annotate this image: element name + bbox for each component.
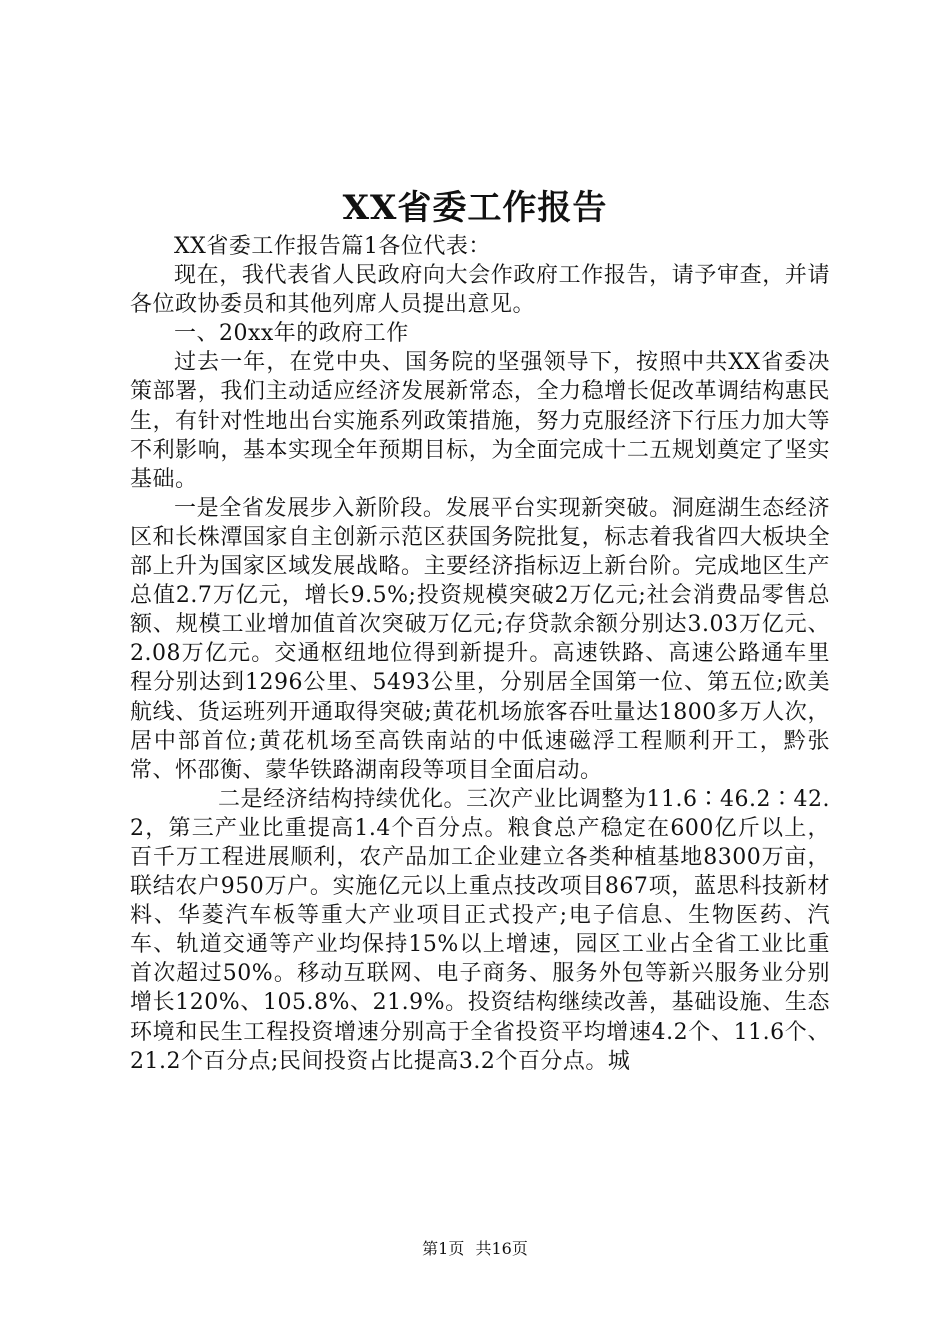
paragraph-opening: 现在，我代表省人民政府向大会作政府工作报告，请予审查，并请各位政协委员和其他列席人员提出意见。 <box>130 263 830 318</box>
page-footer <box>0 1238 950 1260</box>
paragraph-intro: XX省委工作报告篇1各位代表： <box>174 234 491 259</box>
paragraph-review: 过去一年，在党中央、国务院的坚强领导下，按照中共XX省委决策部署，我们主动适应经济发展新常态，全力稳增长促改革调结构惠民生，有针对性地出台实施系列政策措施，努力克服经济下行压力加大等不利影响，基本实现全年预期目标，为全面完成十二五规划奠定了坚实基础。 <box>130 350 830 492</box>
paragraph-point-two: 二是经济结构持续优化。三次产业比调整为11.6∶46.2∶42.2，第三产业比重提高1.4个百分点。粮食总产稳定在600亿斤以上，百千万工程进展顺利，农产品加工企业建立各类种植基地8300万亩，联结农户950万户。实施亿元以上重点技改项目867项，蓝思科技新材料、华菱汽车板等重大产业项目正式投产;电子信息、生物医药、汽车、轨道交通等产业均保持15%以上增速，园区工业占全省工业比重首次超过50%。移动互联网、电子商务、服务外包等新兴服务业分别增长120%、105.8%、21.9%。投资结构继续改善，基础设施、生态环境和民生工程投资增速分别高于全省投资平均增速4.2个、11.6个、21.2个百分点;民间投资占比提高3.2个百分点。城 <box>130 786 830 1074</box>
page-total: 共16页 <box>475 1239 528 1258</box>
document-body <box>130 232 830 1076</box>
section-heading: 一、20xx年的政府工作 <box>174 321 409 347</box>
paragraph-point-one: 一是全省发展步入新阶段。发展平台实现新突破。洞庭湖生态经济区和长株潭国家自主创新示范区获国务院批复，标志着我省四大板块全部上升为国家区域发展战略。主要经济指标迈上新台阶。完成地区生产总值2.7万亿元，增长9.5%;投资规模突破2万亿元;社会消费品零售总额、规模工业增加值首次突破万亿元;存贷款余额分别达3.03万亿元、2.08万亿元。交通枢纽地位得到新提升。高速铁路、高速公路通车里程分别达到1296公里、5493公里，分别居全国第一位、第五位;欧美航线、货运班列开通取得突破;黄花机场旅客吞吐量达1800多万人次，居中部首位;黄花机场至高铁南站的中低速磁浮工程顺利开工，黔张常、怀邵衡、蒙华铁路湖南段等项目全面启动。 <box>130 495 830 783</box>
document-title: XX省委工作报告 <box>342 188 608 228</box>
page-number: 第1页 <box>422 1239 465 1258</box>
